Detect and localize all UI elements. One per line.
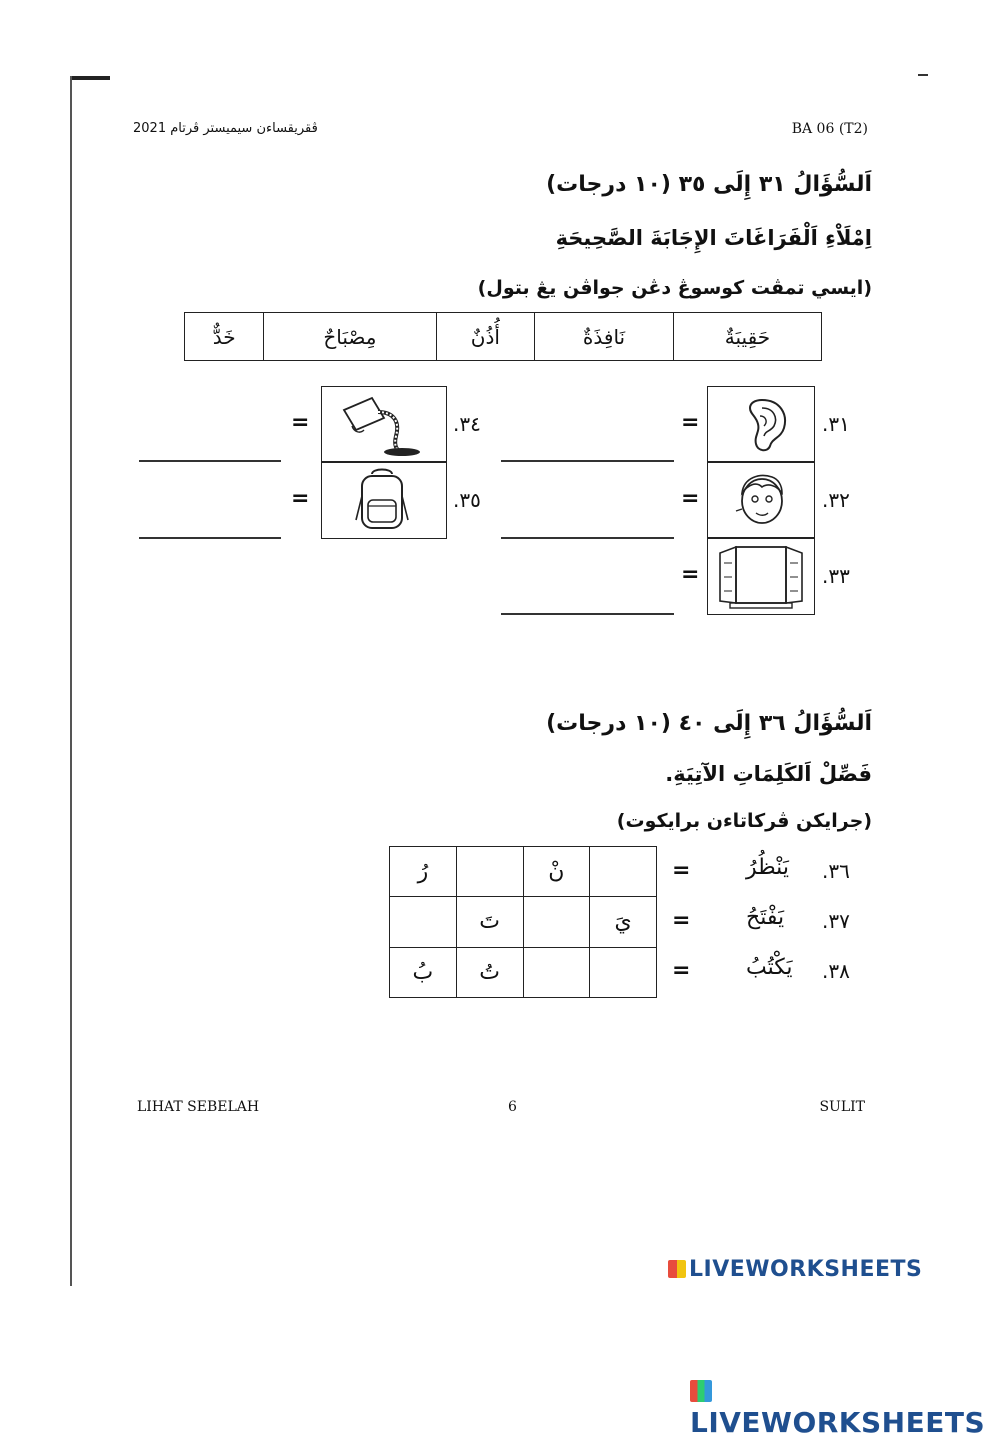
item-number: .٣٦ xyxy=(822,859,850,883)
equals-sign: = xyxy=(291,410,310,435)
word-bank-cell: نَافِذَةٌ xyxy=(535,313,674,361)
item-number: .٣٢ xyxy=(822,488,850,512)
section2-instruction: فَصِّلْ اَلكَلِمَاتِ الآتِيَةِ. xyxy=(665,762,872,786)
letter-cell[interactable] xyxy=(590,847,657,897)
liveworksheets-icon xyxy=(690,1380,712,1402)
section2-title: اَلسُّؤَالُ ٣٦ إِلَى ٤٠ (١٠ درجات) xyxy=(546,711,872,736)
header-right: BA 06 (T2) xyxy=(791,121,868,137)
split-word: يَكْتُبُ xyxy=(746,955,793,980)
backpack-icon xyxy=(350,466,416,534)
window-icon xyxy=(714,543,808,611)
item-number: .٣٤ xyxy=(453,412,481,436)
ear-icon xyxy=(722,394,800,454)
letter-cell[interactable] xyxy=(456,847,523,897)
sheet-edge-tick xyxy=(918,74,928,76)
footer-left: LIHAT SEBELAH xyxy=(137,1099,260,1115)
equals-sign: = xyxy=(681,486,700,511)
logo-text: LIVEWORKSHEETS xyxy=(690,1406,986,1439)
answer-line-33[interactable] xyxy=(501,613,674,615)
footer-right: SULIT xyxy=(819,1099,865,1115)
equals-sign: = xyxy=(681,410,700,435)
word-bank-cell: حَقِيبَةٌ xyxy=(673,313,821,361)
divider xyxy=(707,537,815,539)
word-bank-table xyxy=(184,312,822,361)
letter-cell[interactable] xyxy=(523,897,590,947)
letter-cell[interactable]: يَ xyxy=(590,897,657,947)
letter-cell[interactable] xyxy=(390,897,457,947)
liveworksheets-logo-outer[interactable] xyxy=(690,1373,1000,1439)
answer-line-31[interactable] xyxy=(501,460,674,462)
item-number: .٣١ xyxy=(822,412,850,436)
item-number: .٣٧ xyxy=(822,909,850,933)
letter-cell[interactable] xyxy=(523,947,590,997)
split-word: يَفْتَحُ xyxy=(746,905,785,930)
split-word: يَنْظُرُ xyxy=(746,855,789,880)
page-number: 6 xyxy=(508,1099,517,1115)
word-bank-cell: خَدٌّ xyxy=(185,313,264,361)
item-number: .٣٨ xyxy=(822,959,850,983)
equals-sign: = xyxy=(672,908,691,933)
word-bank-cell: مِصْبَاحٌ xyxy=(264,313,436,361)
section1-instruction: اِمْلَاْءِ اَلْفَرَاغَاتَ الإِجَابَةَ الصَّحِيحَةِ xyxy=(555,226,872,250)
equals-sign: = xyxy=(672,858,691,883)
boy-face-icon xyxy=(722,467,800,531)
section1-title: اَلسُّؤَالُ ٣١ إِلَى ٣٥ (١٠ درجات) xyxy=(546,172,872,197)
answer-line-35[interactable] xyxy=(139,537,281,539)
letter-cell[interactable]: رُ xyxy=(390,847,457,897)
section1-subinstruction: (ايسي تمڤت كوسوڠ دڠن جواڤن يڠ بتول) xyxy=(477,277,872,299)
item-number: .٣٥ xyxy=(453,488,481,512)
word-bank-cell: أُذُنٌ xyxy=(436,313,535,361)
desk-lamp-icon xyxy=(334,392,434,458)
liveworksheets-logo-inner[interactable] xyxy=(668,1257,922,1282)
answer-line-34[interactable] xyxy=(139,460,281,462)
letter-cell[interactable] xyxy=(590,947,657,997)
logo-text: LIVEWORKSHEETS xyxy=(689,1257,923,1282)
equals-sign: = xyxy=(672,958,691,983)
liveworksheets-icon xyxy=(668,1260,686,1278)
equals-sign: = xyxy=(291,486,310,511)
item-number: .٣٣ xyxy=(822,564,850,588)
letters-grid xyxy=(389,846,657,998)
letter-cell[interactable]: بُ xyxy=(390,947,457,997)
divider xyxy=(707,461,815,463)
equals-sign: = xyxy=(681,562,700,587)
sheet-edge-top xyxy=(70,76,110,80)
section2-subinstruction: (جرايكن ڤركاتاءن برايكوت) xyxy=(616,810,872,832)
letter-cell[interactable]: تُ xyxy=(456,947,523,997)
answer-line-32[interactable] xyxy=(501,537,674,539)
header-left: ڤقريقساءن سيميستر ڤرتام 2021 xyxy=(133,121,318,136)
sheet-edge-left xyxy=(70,76,72,1286)
letter-cell[interactable]: تَ xyxy=(456,897,523,947)
divider xyxy=(321,461,447,463)
letter-cell[interactable]: نْ xyxy=(523,847,590,897)
